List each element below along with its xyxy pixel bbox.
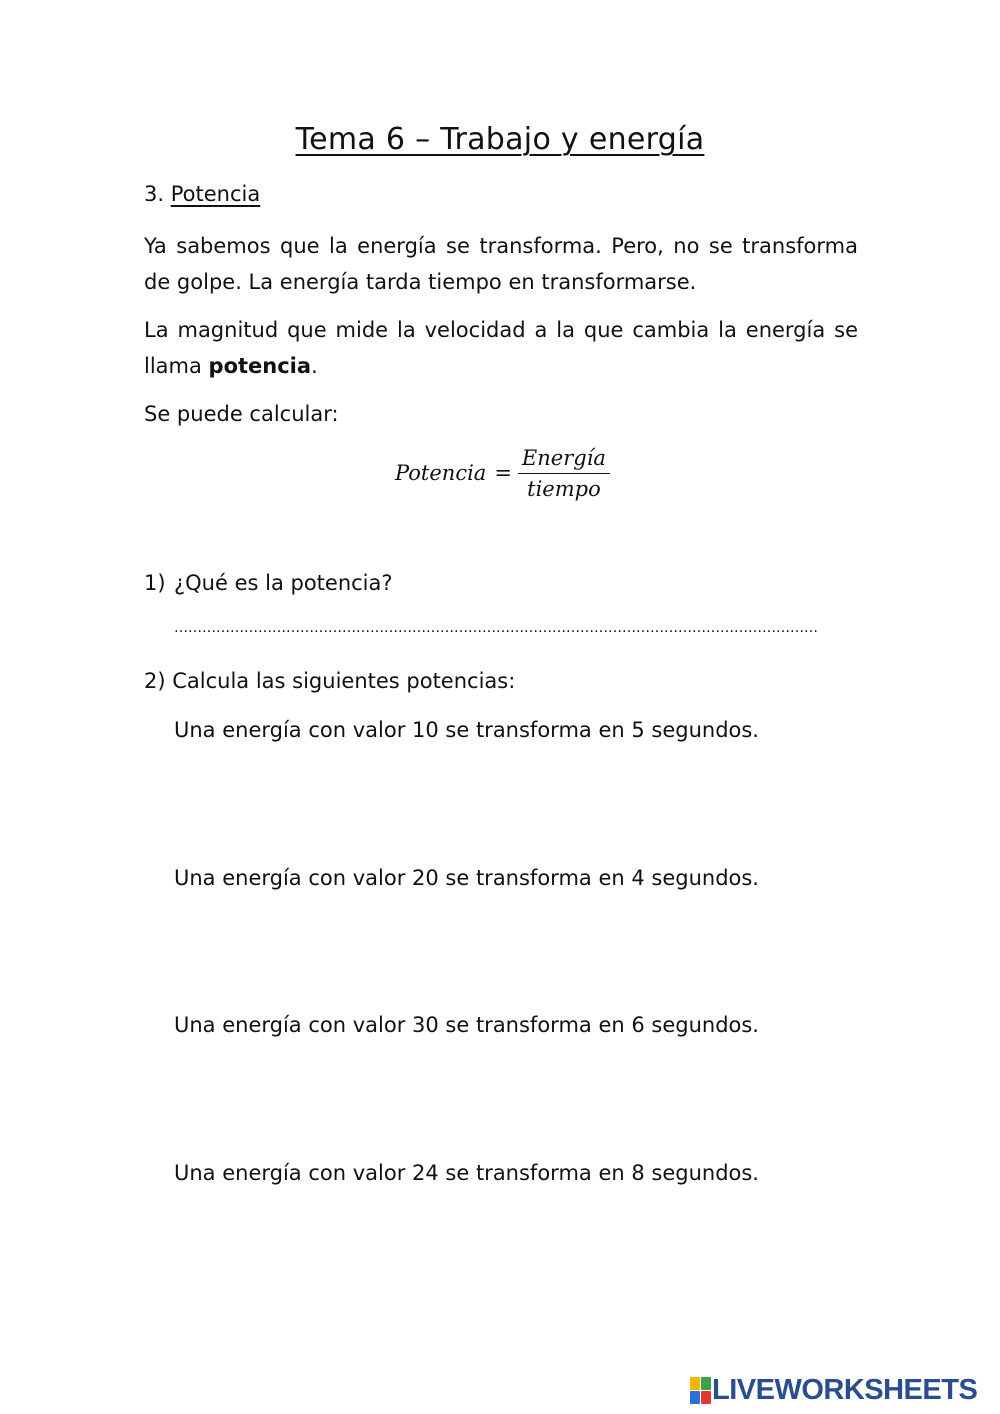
page-title-text: Tema 6 – Trabajo y energía [295,122,705,157]
logo-square-red [701,1391,711,1404]
logo-square-yellow [690,1377,700,1390]
section-heading [144,182,260,206]
definition-end: . [311,354,318,378]
formula-equals: = [494,461,512,485]
formula-denominator: tiempo [527,476,601,501]
logo-square-green [701,1377,711,1390]
question-1-text: ¿Qué es la potencia? [174,571,393,595]
definition-text: La magnitud que mide la velocidad a la que cambia la energía se llama [144,318,858,378]
liveworksheets-brand [690,1375,977,1405]
section-name: Potencia [170,182,261,206]
question-1 [144,571,393,595]
logo-square-blue [690,1391,700,1404]
formula-lhs: Potencia [395,461,487,485]
question-2: 2) Calcula las siguientes potencias: [144,669,516,693]
brand-name: LIVEWORKSHEETS [712,1373,978,1406]
exercise-item: Una energía con valor 24 se transforma en 8 segundos. [174,1161,759,1185]
definition-term: potencia [208,354,312,378]
liveworksheets-logo-icon [690,1377,710,1403]
exercise-item: Una energía con valor 30 se transforma en 6 segundos. [174,1013,759,1037]
formula-fraction [518,446,610,501]
answer-line-1[interactable]: ………………………………………………………………………………………………………………………… [174,620,818,636]
page-title [0,122,1000,157]
power-formula [395,440,610,506]
calculate-paragraph: Se puede calcular: [144,402,339,426]
section-number: 3. [144,182,165,206]
intro-paragraph: Ya sabemos que la energía se transforma. Pero, no se transforma de golpe. La energía tarda tiempo en transformarse. [144,234,858,294]
exercise-item: Una energía con valor 10 se transforma en 5 segundos. [174,718,759,742]
exercise-item: Una energía con valor 20 se transforma en 4 segundos. [174,866,759,890]
question-1-number: 1) [144,571,166,595]
formula-numerator: Energía [518,446,610,474]
definition-paragraph [144,312,858,384]
